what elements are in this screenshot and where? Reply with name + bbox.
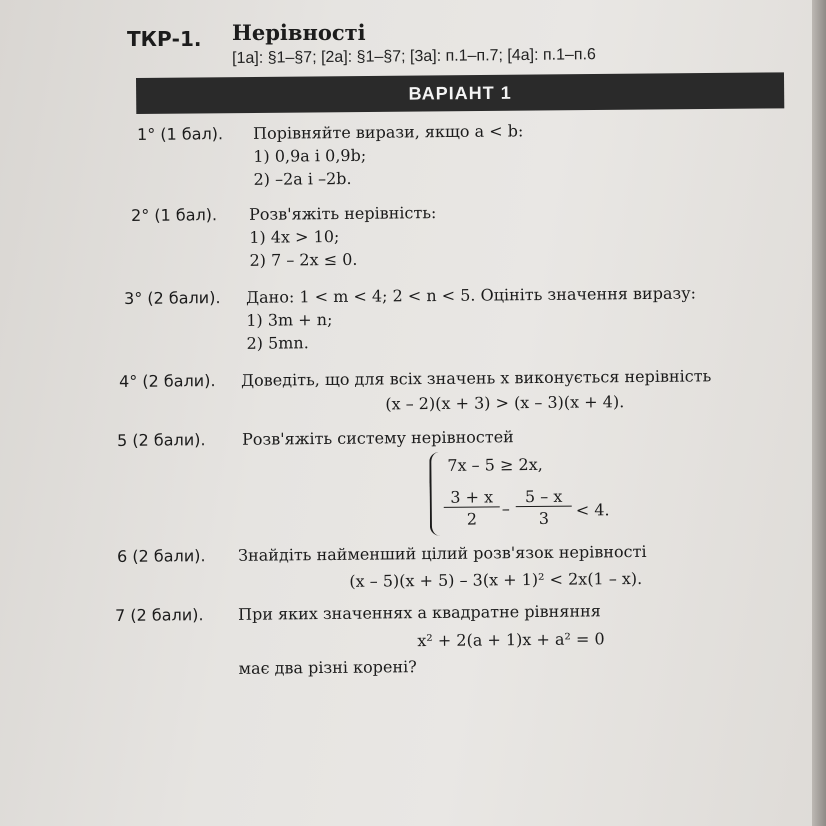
fraction-numerator: 5 – x xyxy=(516,487,572,508)
system-line-1: 7x – 5 ≥ 2x, xyxy=(447,454,543,475)
system-brace xyxy=(429,452,442,536)
task-item: 1) 3m + n; xyxy=(246,310,333,330)
task-number: 4° (2 бали). xyxy=(119,371,216,391)
fraction-2 xyxy=(516,487,572,529)
task-item: 1) 4x > 10; xyxy=(249,227,340,247)
fraction-numerator: 3 + x xyxy=(444,487,500,508)
references: [1а]: §1–§7; [2а]: §1–§7; [3а]: п.1–п.7; [4а]: п.1–п.6 xyxy=(232,46,596,67)
minus-sign: – xyxy=(501,499,510,519)
task-number: 5 (2 бали). xyxy=(117,430,206,450)
task-text: При яких значеннях a квадратне рівняння xyxy=(237,601,601,624)
page-edge xyxy=(812,0,826,826)
task-text: Порівняйте вирази, якщо a < b: xyxy=(252,121,524,143)
variant-banner xyxy=(136,72,784,114)
task-text: Доведіть, що для всіх значень x виконується нерівність xyxy=(240,366,712,390)
task-number: 2° (1 бал). xyxy=(131,205,218,225)
task-tail: має два різні корені? xyxy=(238,657,417,678)
task-item: 2) 5mn. xyxy=(246,333,309,353)
task-formula: (x – 2)(x + 3) > (x – 3)(x + 4). xyxy=(385,392,625,414)
fraction-denominator: 2 xyxy=(466,509,478,529)
task-number: 3° (2 бали). xyxy=(124,288,221,308)
task-item: 1) 0,9a і 0,9b; xyxy=(253,145,367,166)
task-text: Розв'яжіть нерівність: xyxy=(248,203,437,224)
task-number: 6 (2 бали). xyxy=(117,546,206,566)
variant-label: ВАРІАНТ 1 xyxy=(408,82,512,104)
task-text: Розв'яжіть систему нерівностей xyxy=(241,427,514,449)
task-formula: x² + 2(a + 1)x + a² = 0 xyxy=(417,629,605,651)
fraction-denominator: 3 xyxy=(538,508,550,528)
task-number: 1° (1 бал). xyxy=(137,124,224,144)
task-item: 2) –2a і –2b. xyxy=(253,168,352,189)
task-text: Знайдіть найменший цілий розв'язок нерівності xyxy=(237,541,647,565)
page-title: Нерівності xyxy=(232,20,366,45)
fraction-1 xyxy=(444,487,500,529)
task-text: Дано: 1 < m < 4; 2 < n < 5. Оцініть значення виразу: xyxy=(245,283,697,307)
task-item: 2) 7 – 2x ≤ 0. xyxy=(249,249,358,270)
test-id: ТКР-1. xyxy=(127,27,202,51)
task-number: 7 (2 бали). xyxy=(115,605,204,625)
task-formula: (x – 5)(x + 5) – 3(x + 1)² < 2x(1 – x). xyxy=(349,568,643,591)
system-tail: < 4. xyxy=(575,500,610,520)
